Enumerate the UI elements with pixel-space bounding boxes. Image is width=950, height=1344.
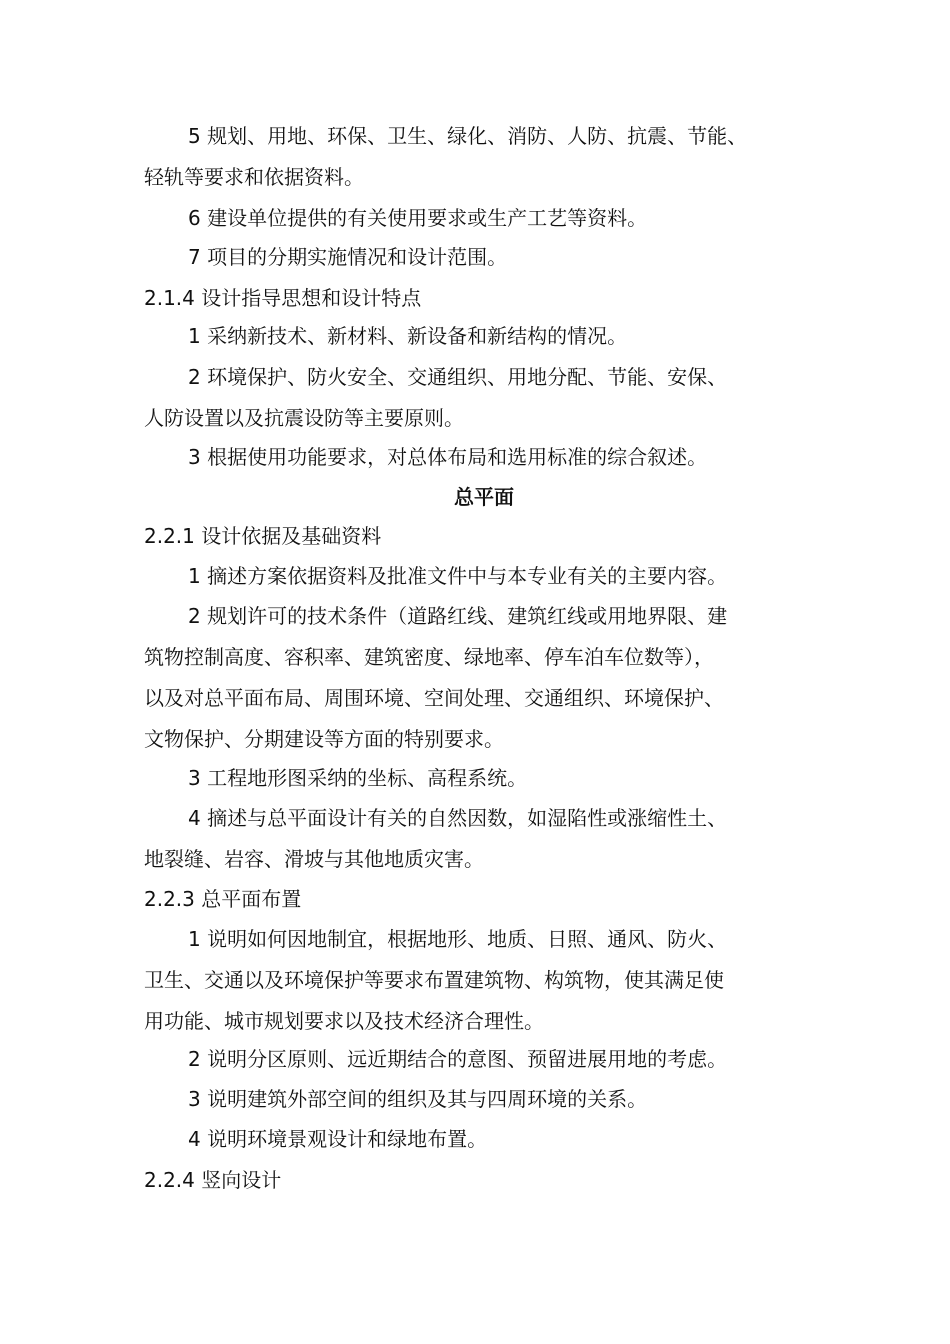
section-heading: 2.2.3 总平面布置 (144, 887, 302, 911)
list-item: 6 建设单位提供的有关使用要求或生产工艺等资料。 (188, 206, 648, 230)
para-line: 轻轨等要求和依据资料。 (144, 165, 364, 189)
section-heading: 2.2.4 竖向设计 (144, 1168, 282, 1192)
para-line: 地裂缝、岩容、滑坡与其他地质灾害。 (144, 847, 484, 871)
section-heading: 2.1.4 设计指导思想和设计特点 (144, 286, 422, 310)
section-heading: 2.2.1 设计依据及基础资料 (144, 524, 382, 548)
para-line: 2 规划许可的技术条件（道路红线、建筑红线或用地界限、建 (188, 604, 728, 628)
para-line: 5 规划、用地、环保、卫生、绿化、消防、人防、抗震、节能、 (188, 124, 748, 148)
list-item: 1 摘述方案依据资料及批准文件中与本专业有关的主要内容。 (188, 564, 728, 588)
list-item: 7 项目的分期实施情况和设计范围。 (188, 245, 508, 269)
para-line: 卫生、交通以及环境保护等要求布置建筑物、构筑物，使其满足使 (144, 968, 724, 992)
list-item: 3 工程地形图采纳的坐标、高程系统。 (188, 766, 528, 790)
list-item: 1 采纳新技术、新材料、新设备和新结构的情况。 (188, 324, 628, 348)
para-line: 2 环境保护、防火安全、交通组织、用地分配、节能、安保、 (188, 365, 728, 389)
list-item: 2 说明分区原则、远近期结合的意图、预留进展用地的考虑。 (188, 1047, 728, 1071)
list-item: 4 说明环境景观设计和绿地布置。 (188, 1127, 488, 1151)
para-line: 文物保护、分期建设等方面的特别要求。 (144, 727, 504, 751)
para-line: 用功能、城市规划要求以及技术经济合理性。 (144, 1009, 544, 1033)
para-line: 以及对总平面布局、周围环境、空间处理、交通组织、环境保护、 (144, 686, 724, 710)
list-item: 3 根据使用功能要求，对总体布局和选用标准的综合叙述。 (188, 445, 708, 469)
para-line: 1 说明如何因地制宜，根据地形、地质、日照、通风、防火、 (188, 927, 728, 951)
para-line: 4 摘述与总平面设计有关的自然因数，如湿陷性或涨缩性土、 (188, 806, 728, 830)
list-item: 3 说明建筑外部空间的组织及其与四周环境的关系。 (188, 1087, 648, 1111)
chapter-title: 总平面 (454, 485, 514, 509)
para-line: 筑物控制高度、容积率、建筑密度、绿地率、停车泊车位数等）， (144, 645, 714, 669)
para-line: 人防设置以及抗震设防等主要原则。 (144, 406, 464, 430)
